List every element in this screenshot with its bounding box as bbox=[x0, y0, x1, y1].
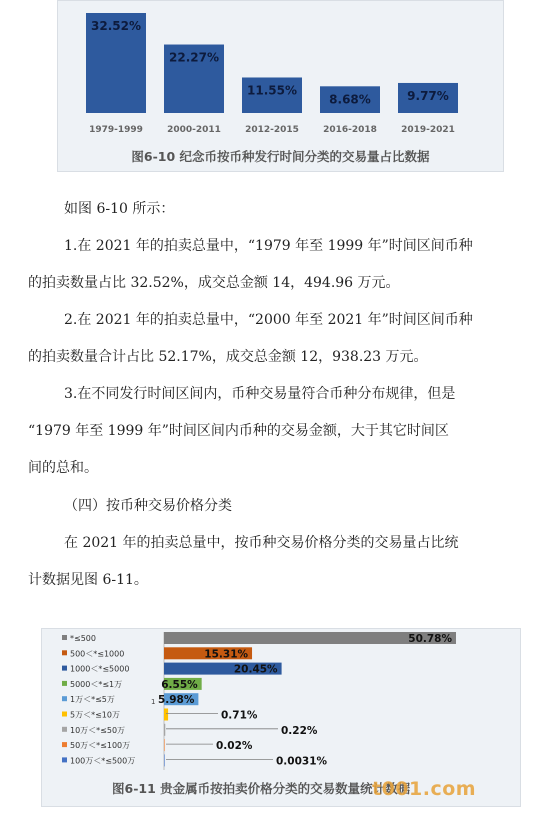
tick-label: 1979-1999 bbox=[89, 125, 143, 135]
category-label: 500＜*≤1000 bbox=[70, 649, 125, 659]
legend-swatch bbox=[62, 742, 67, 747]
tick-label: 2019-2021 bbox=[401, 125, 455, 135]
legend-swatch bbox=[62, 666, 67, 671]
category-label: 100万＜*≤500万 bbox=[70, 756, 136, 766]
legend-swatch bbox=[62, 712, 67, 717]
legend-swatch bbox=[62, 650, 67, 655]
category-label: 5万＜*≤10万 bbox=[70, 710, 120, 720]
paragraph-line: 2.在 2021 年的拍卖总量中，“2000 年至 2021 年”时间区间币种 bbox=[64, 312, 473, 328]
data-label: 20.45% bbox=[233, 663, 278, 676]
data-label: 15.31% bbox=[204, 648, 249, 661]
bar bbox=[164, 724, 165, 736]
bar bbox=[164, 754, 165, 766]
tick-label: 2012-2015 bbox=[245, 125, 299, 135]
category-label: 50万＜*≤100万 bbox=[70, 741, 131, 751]
category-label: 1000＜*≤5000 bbox=[70, 664, 130, 674]
paragraph-line: 在 2021 年的拍卖总量中，按币种交易价格分类的交易量占比统 bbox=[64, 535, 459, 551]
category-label: *≤500 bbox=[70, 634, 96, 643]
category-label: 1万＜*≤5万 bbox=[70, 695, 115, 705]
paragraph-line: 3.在不同发行时间区间内，币种交易量符合币种分布规律，但是 bbox=[64, 386, 456, 402]
data-label: 8.68% bbox=[329, 92, 371, 107]
category-label: 10万＜*≤50万 bbox=[70, 725, 126, 735]
data-label: 0.22% bbox=[281, 724, 318, 737]
tick-label: 2000-2011 bbox=[167, 125, 221, 135]
section-heading: （四）按币种交易价格分类 bbox=[64, 498, 232, 514]
paragraph-line: 1.在 2021 年的拍卖总量中，“1979 年至 1999 年”时间区间币种 bbox=[64, 238, 473, 254]
paragraph-line: 的拍卖数量占比 32.52%，成交总金额 14，494.96 万元。 bbox=[28, 275, 400, 291]
bar bbox=[164, 709, 168, 721]
data-label: 22.27% bbox=[169, 50, 219, 65]
data-label: 5.98% bbox=[157, 694, 195, 707]
data-label: 50.78% bbox=[408, 633, 452, 645]
data-label: 9.77% bbox=[407, 88, 449, 103]
figure-caption: 图6-10 纪念币按币种发行时间分类的交易量占比数据 bbox=[131, 149, 430, 164]
data-label: 11.55% bbox=[247, 83, 297, 98]
figure-6-10 bbox=[57, 0, 504, 172]
data-label: 32.52% bbox=[91, 19, 141, 33]
legend-swatch bbox=[62, 696, 67, 701]
paragraph-line: 的拍卖数量合计占比 52.17%，成交总金额 12，938.23 万元。 bbox=[28, 349, 428, 365]
legend-swatch bbox=[62, 757, 67, 762]
bar bbox=[164, 739, 165, 751]
figure-caption: 图6-11 贵金属币按拍卖价格分类的交易数量统计数据 bbox=[112, 781, 411, 796]
category-label: 5000＜*≤1万 bbox=[70, 679, 123, 689]
data-label: 6.55% bbox=[161, 678, 198, 691]
paragraph-line: 计数据见图 6-11。 bbox=[28, 572, 148, 588]
data-label: 0.02% bbox=[216, 740, 253, 753]
stray-mark: 1 bbox=[151, 698, 156, 706]
horizontal-bar-chart bbox=[42, 629, 520, 774]
paragraph-line: “1979 年至 1999 年”时间区间内币种的交易金额，大于其它时间区 bbox=[28, 423, 449, 439]
data-label: 0.0031% bbox=[276, 755, 328, 768]
paragraph-line: 间的总和。 bbox=[28, 460, 98, 476]
paragraph-intro: 如图 6-10 所示： bbox=[64, 201, 175, 217]
data-label: 0.71% bbox=[221, 709, 258, 722]
legend-swatch bbox=[62, 681, 67, 686]
vertical-bar-chart bbox=[58, 1, 503, 141]
legend-swatch bbox=[62, 727, 67, 732]
legend-swatch bbox=[62, 635, 67, 640]
watermark: t001.com bbox=[372, 778, 477, 800]
tick-label: 2016-2018 bbox=[323, 125, 377, 135]
